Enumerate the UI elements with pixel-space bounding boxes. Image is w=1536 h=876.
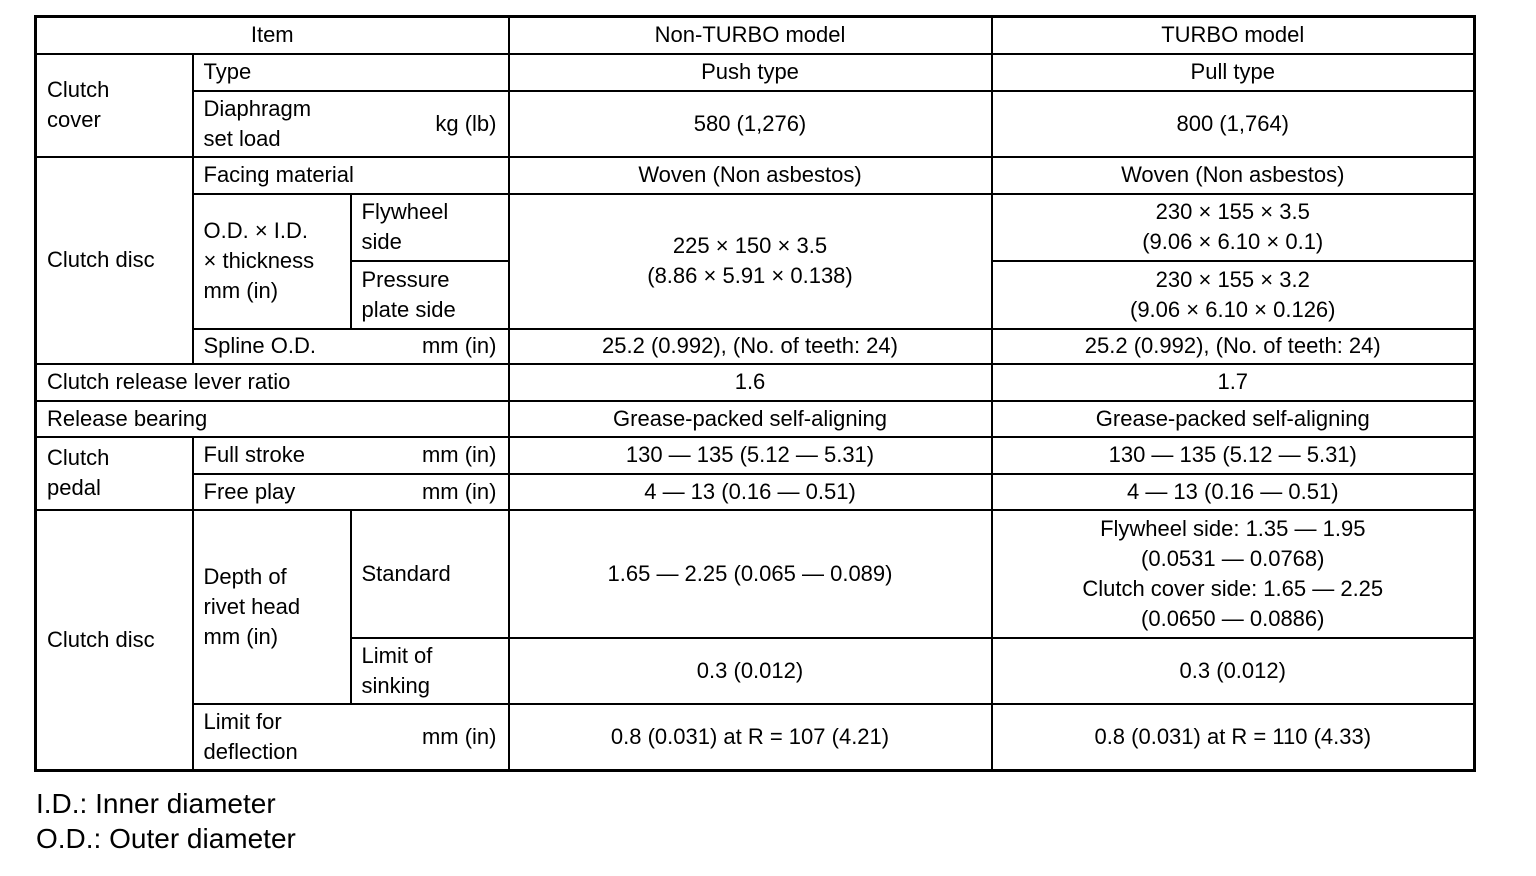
cell-facing-turbo: Woven (Non asbestos) [992,157,1475,194]
row-label-rivet-depth: Depth of rivet head mm (in) [193,510,351,704]
cell-free-play-non-turbo: 4 — 13 (0.16 — 0.51) [509,474,992,510]
group-clutch-pedal: Clutch pedal [36,437,193,510]
cell-pressure-turbo: 230 × 155 × 3.2 (9.06 × 6.10 × 0.126) [992,261,1475,329]
cell-deflection-non-turbo: 0.8 (0.031) at R = 107 (4.21) [509,704,992,771]
cell-full-stroke-non-turbo: 130 — 135 (5.12 — 5.31) [509,437,992,474]
cell-diaphragm-turbo: 800 (1,764) [992,91,1475,157]
cell-standard-turbo: Flywheel side: 1.35 — 1.95 (0.0531 — 0.0768) Clutch cover side: 1.65 — 2.25 (0.0650 — 0.0886) [992,510,1475,638]
cell-dimensions-non-turbo: 225 × 150 × 3.5 (8.86 × 5.91 × 0.138) [509,194,992,329]
header-non-turbo: Non-TURBO model [509,17,992,54]
group-clutch-disc: Clutch disc [36,157,193,364]
header-item: Item [36,17,509,54]
full-stroke-label: Full stroke [203,442,305,467]
table-row [36,54,1475,91]
table-row [36,704,1475,771]
full-stroke-unit: mm (in) [421,442,497,467]
deflection-unit: mm (in) [421,723,497,749]
cell-facing-non-turbo: Woven (Non asbestos) [509,157,992,194]
table-row [36,510,1475,638]
row-label-type: Type [193,54,509,91]
cell-release-bearing-non-turbo: Grease-packed self-aligning [509,401,992,437]
row-label-full-stroke [193,437,509,474]
free-play-unit: mm (in) [421,478,497,504]
cell-standard-non-turbo: 1.65 — 2.25 (0.065 — 0.089) [509,510,992,638]
row-label-spline [193,329,509,364]
table-row [36,194,1475,261]
cell-release-lever-non-turbo: 1.6 [509,364,992,401]
footnotes [36,786,296,856]
spline-unit: mm (in) [421,333,497,358]
free-play-label: Free play [203,478,296,504]
row-label-diaphragm [193,91,509,157]
table-row [36,401,1475,437]
note-outer-diameter: O.D.: Outer diameter [36,823,296,854]
table-row [36,329,1475,364]
cell-type-turbo: Pull type [992,54,1475,91]
note-inner-diameter: I.D.: Inner diameter [36,788,276,819]
cell-release-bearing-turbo: Grease-packed self-aligning [992,401,1475,437]
cell-full-stroke-turbo: 130 — 135 (5.12 — 5.31) [992,437,1475,474]
cell-spline-turbo: 25.2 (0.992), (No. of teeth: 24) [992,329,1475,364]
cell-diaphragm-non-turbo: 580 (1,276) [509,91,992,157]
header-row [36,17,1475,54]
row-label-free-play [193,474,509,510]
table-row [36,474,1475,510]
row-label-standard: Standard [351,510,509,638]
cell-deflection-turbo: 0.8 (0.031) at R = 110 (4.33) [992,704,1475,771]
row-label-dimensions: O.D. × I.D. × thickness mm (in) [193,194,351,329]
row-label-flywheel-side: Flywheel side [351,194,509,261]
diaphragm-unit: kg (lb) [435,110,497,136]
table-row [36,157,1475,194]
row-label-limit-of-sinking: Limit of sinking [351,638,509,704]
cell-release-lever-turbo: 1.7 [992,364,1475,401]
row-label-deflection [193,704,509,771]
cell-type-non-turbo: Push type [509,54,992,91]
spline-label: Spline O.D. [203,333,316,358]
deflection-label: Limit for deflection [203,708,298,764]
diaphragm-label: Diaphragm set load [203,95,312,151]
row-label-facing: Facing material [193,157,509,194]
row-label-release-bearing: Release bearing [36,401,509,437]
cell-limit-non-turbo: 0.3 (0.012) [509,638,992,704]
table-row [36,437,1475,474]
cell-limit-turbo: 0.3 (0.012) [992,638,1475,704]
group-clutch-disc-wear: Clutch disc [36,510,193,771]
header-turbo: TURBO model [992,17,1475,54]
table-row [36,364,1475,401]
row-label-release-lever: Clutch release lever ratio [36,364,509,401]
group-clutch-cover: Clutch cover [36,54,193,157]
cell-free-play-turbo: 4 — 13 (0.16 — 0.51) [992,474,1475,510]
cell-spline-non-turbo: 25.2 (0.992), (No. of teeth: 24) [509,329,992,364]
cell-flywheel-turbo: 230 × 155 × 3.5 (9.06 × 6.10 × 0.1) [992,194,1475,261]
row-label-pressure-plate-side: Pressure plate side [351,261,509,329]
clutch-spec-table [34,15,1476,772]
table-row [36,91,1475,157]
